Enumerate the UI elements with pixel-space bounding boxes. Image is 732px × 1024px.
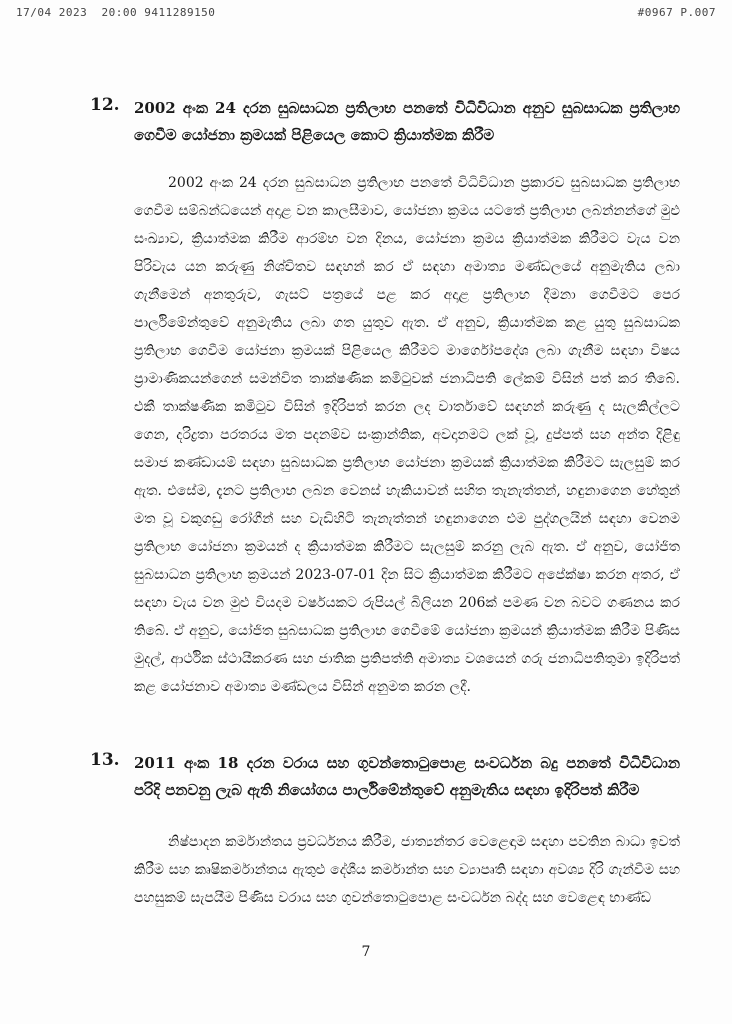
item-title: 2002 අංක 24 දරන සුබසාධන ප්‍රතිලාභ පනතේ විධිවිධාන අනුව සුබසාධක ප්‍රතිලාභ ගෙවීම යෝජනා ක්‍රමයක් පිළියෙල කොට ක්‍රියාත්මක කිරීම (134, 99, 680, 144)
decision-item-13 (90, 750, 680, 912)
item-body (134, 828, 680, 912)
item-body (134, 169, 680, 701)
item-number: 13. (90, 750, 120, 770)
page-number: 7 (361, 944, 371, 960)
item-title: 2011 අංක 18 දරන වරාය සහ ගුවන්තොටුපොළ සංවර්ධන බදු පනතේ විධිවිධාන පරිදි පනවනු ලැබ ඇති නියෝගය පාර්ලිමේන්තුවේ අනුමැතිය සඳහා ඉදිරිපත් කිරීම (134, 754, 680, 799)
item-number: 12. (90, 95, 120, 115)
fax-header (16, 6, 716, 22)
fax-header-right: #0967 P.007 (637, 6, 716, 19)
item-paragraph: නිෂ්පාදන කර්මාන්තය ප්‍රවර්ධනය කිරීම, ජාත්‍යන්තර වෙළෙඳාම සඳහා පවතින බාධා ඉවත් කිරීම සහ කෘෂිකර්මාන්තය ඇතුළු දේශීය කර්මාන්ත සහ ව්‍යාපෘති සඳහා අවශ්‍ය දිරි ගැන්වීම සහ පහසුකම් සැපයීම පිණිස වරාය සහ ගුවන්තොටුපොළ සංවර්ධන බද්ද සහ වෙළෙඳ භාණ්ඩ (134, 834, 680, 906)
item-paragraph: 2002 අංක 24 දරන සුබසාධන ප්‍රතිලාභ පනතේ විධිවිධාන ප්‍රකාරව සුබසාධක ප්‍රතිලාභ ගෙවීම සම්බන්ධයෙන් අදාළ වන කාලසීමාව, යෝජනා ක්‍රමය යටතේ ප්‍රතිලාභ ලබන්නන්ගේ මුළු සංඛ්‍යාව, ක්‍රියාත්මක කිරීම ආරම්භ වන දිනය, යෝජනා ක්‍රමය ක්‍රියාත්මක කිරීමට වැය වන පිරිවැය යන කරුණු නිශ්චිතව සඳහන් කර ඒ සඳහා අමාත්‍ය මණ්ඩලයේ අනුමැතිය ලබා ගැනීමෙන් අනතුරුව, ගැසට් පත්‍රයේ පළ කර අදාළ ප්‍රතිලාභ දීමනා ගෙවීමට පෙර පාර්ලිමේන්තුවේ අනුමැතිය ලබා ගත යුතුව ඇත. ඒ අනුව, ක්‍රියාත්මක කළ යුතු සුබසාධක ප්‍රතිලාභ ගෙවීම යෝජනා ක්‍රමයක් පිළියෙල කිරීමට මාර්ගෝපදේශ ලබා ගැනීම සඳහා විෂය ප්‍රාමාණිකයන්ගෙන් සමන්විත තාක්ෂණික කමිටුවක් ජනාධිපති ලේකම් විසින් පත් කර තිබේ. එකී තාක්ෂණික කමිටුව විසින් ඉදිරිපත් කරන ලද වාර්තාවේ සඳහන් කරුණු ද සැලකිල්ලට ගෙන, දරිද්‍රතා පරතරය මත පදනම්ව සංක්‍රාන්තික, අවදානමට ලක් වූ, දුප්පත් සහ අන්ත දිළිඳු සමාජ කණ්ඩායම් සඳහා සුබසාධක ප්‍රතිලාභ යෝජනා ක්‍රමයක් ක්‍රියාත්මක කිරීමට සැලසුම් කර ඇත. එසේම, දැනට ප්‍රතිලාභ ලබන වෙනස් හැකියාවන් සහිත තැනැත්තන්, හඳුනාගෙන හේතුන් මත වූ වකුගඩු රෝගීන් සහ වැඩිහිටි තැනැත්තන් හඳුනාගෙන එම පුද්ගලයින් සඳහා වෙනම ප්‍රතිලාභ යෝජනා ක්‍රමයන් ද ක්‍රියාත්මක කිරීමට සැලසුම් කරනු ලැබ ඇත. ඒ අනුව, යෝජිත සුබසාධන ප්‍රතිලාභ ක්‍රමයන් 2023-07-01 දින සිට ක්‍රියාත්මක කිරීමට අපේක්ෂා කරන අතර, ඒ සඳහා වැය වන මුළු වියදම වර්ෂයකට රුපියල් බිලියන 206ක් පමණ වන බවට ගණනය කර තිබේ. ඒ අනුව, යෝජිත සුබසාධක ප්‍රතිලාභ ගෙවීමේ යෝජනා ක්‍රමයන් ක්‍රියාත්මක කිරීම පිණිස මුදල්, ආර්ථික ස්ථායීකරණ සහ ජාතික ප්‍රතිපත්ති අමාත්‍ය වශයෙන් ගරු ජනාධිපතිතුමා ඉදිරිපත් කළ යෝජනාව අමාත්‍ය මණ්ඩලය විසින් අනුමත කරන ලදී. (134, 175, 680, 695)
fax-header-left: 17/04 2023 20:00 9411289150 (16, 6, 216, 19)
decision-item-12 (90, 95, 680, 701)
